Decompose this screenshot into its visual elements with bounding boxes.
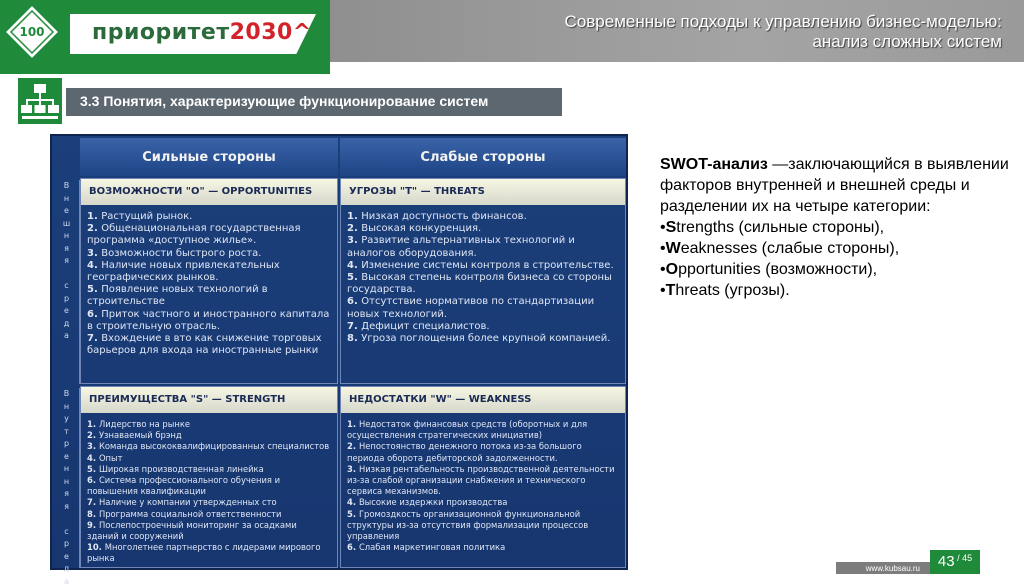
- page-number: [930, 550, 980, 574]
- threats-list: [347, 211, 619, 345]
- side-letter: р: [54, 293, 79, 306]
- threats-cell: [340, 178, 626, 384]
- side-letter: я: [54, 243, 79, 256]
- strengths-cell: [80, 386, 338, 568]
- item-number: 7.: [87, 333, 101, 344]
- item-text: Узнаваемый брэнд: [99, 430, 182, 440]
- item-number: 1.: [347, 211, 361, 222]
- item-text: Широкая производственная линейка: [99, 464, 264, 474]
- side-letter: ш: [54, 218, 79, 231]
- side-letter: р: [54, 538, 79, 551]
- side-letter: а: [54, 330, 79, 343]
- list-item: [87, 441, 331, 452]
- item-number: 3.: [347, 464, 359, 474]
- item-text: Опыт: [99, 453, 123, 463]
- category-text: eaknesses (слабые стороны),: [681, 240, 899, 257]
- list-item: [87, 260, 331, 284]
- list-item: [87, 475, 331, 497]
- list-item: [347, 542, 619, 553]
- item-number: 5.: [87, 464, 99, 474]
- opportunities-list: [87, 211, 331, 357]
- weaknesses-cell: [340, 386, 626, 568]
- category-text: pportunities (возможности),: [678, 261, 877, 278]
- side-letter: н: [54, 401, 79, 414]
- list-item: [347, 333, 619, 345]
- threats-title: УГРОЗЫ "Т" — THREATS: [341, 179, 625, 205]
- item-text: Непостоянство денежного потока из-за большого периода оборота дебиторской задолженности.: [347, 441, 582, 462]
- item-number: 2.: [87, 223, 101, 234]
- weaknesses-title: НЕДОСТАТКИ "W" — WEAKNESS: [341, 387, 625, 413]
- bullet: •: [660, 219, 666, 236]
- side-letter: я: [54, 255, 79, 268]
- item-text: Возможности быстрого роста.: [101, 248, 261, 259]
- category-item: [660, 238, 1010, 259]
- col-header-strengths: Сильные стороны: [80, 138, 338, 176]
- category-text: hreats (угрозы).: [675, 282, 789, 299]
- item-number: 6.: [347, 296, 361, 307]
- item-number: 4.: [347, 260, 361, 271]
- list-item: [87, 284, 331, 308]
- badge-text: 100: [19, 25, 44, 39]
- category-item: [660, 217, 1010, 238]
- opportunities-cell: [80, 178, 338, 384]
- item-text: Отсутствие нормативов по стандартизации новых технологий.: [347, 296, 594, 319]
- side-letter: н: [54, 193, 79, 206]
- list-item: [87, 509, 331, 520]
- list-item: [87, 211, 331, 223]
- item-number: 6.: [347, 542, 359, 552]
- item-text: Угроза поглощения более крупной компанией.: [361, 333, 610, 344]
- side-letter: е: [54, 305, 79, 318]
- list-item: [347, 497, 619, 508]
- category-item: [660, 280, 1010, 301]
- item-text: Наличие новых привлекательных географических рынков.: [87, 260, 280, 283]
- item-number: 8.: [347, 333, 361, 344]
- side-letter: р: [54, 438, 79, 451]
- item-number: 2.: [347, 223, 361, 234]
- category-letter: O: [666, 261, 678, 278]
- item-text: Общенациональная государственная программа «доступное жилье».: [87, 223, 301, 246]
- side-letter: д: [54, 563, 79, 576]
- item-number: 2.: [87, 430, 99, 440]
- list-item: [347, 260, 619, 272]
- item-number: 6.: [87, 309, 101, 320]
- side-letter: н: [54, 463, 79, 476]
- list-item: [87, 464, 331, 475]
- item-text: Высокие издержки производства: [359, 497, 507, 507]
- item-number: 10.: [87, 542, 105, 552]
- side-letter: е: [54, 451, 79, 464]
- list-item: [87, 497, 331, 508]
- description-paragraph: [660, 154, 1010, 217]
- title-line-2: анализ сложных систем: [442, 32, 1002, 52]
- item-text: Многолетнее партнерство с лидерами мирового рынка: [87, 542, 321, 563]
- side-letter: я: [54, 488, 79, 501]
- category-letter: T: [666, 282, 676, 299]
- list-item: [87, 248, 331, 260]
- weaknesses-list: [347, 419, 619, 553]
- side-letter: н: [54, 476, 79, 489]
- logo-prefix: приоритет: [92, 20, 230, 45]
- item-text: Недостаток финансовых средств (оборотных и для осуществления стратегических инициатив): [347, 419, 587, 440]
- item-text: Высокая конкуренция.: [361, 223, 481, 234]
- item-text: Программа социальной ответственности: [99, 509, 282, 519]
- priority-2030-logo: [92, 20, 312, 45]
- category-letter: W: [666, 240, 681, 257]
- strengths-title: ПРЕИМУЩЕСТВА "S" — STRENGTH: [81, 387, 337, 413]
- item-text: Растущий рынок.: [101, 211, 192, 222]
- anniversary-badge-icon: [2, 2, 62, 62]
- swot-categories-list: [660, 217, 1010, 301]
- item-number: 8.: [87, 509, 99, 519]
- item-number: 5.: [87, 284, 101, 295]
- page-separator: /: [955, 553, 963, 563]
- item-text: Наличие у компании утвержденных сто: [99, 497, 277, 507]
- description-lead: SWOT-анализ: [660, 156, 768, 173]
- opportunities-title: ВОЗМОЖНОСТИ "О" — OPPORTUNITIES: [81, 179, 337, 205]
- list-item: [87, 419, 331, 430]
- side-letter: а: [54, 576, 79, 588]
- item-number: 9.: [87, 520, 99, 530]
- hierarchy-icon: [18, 78, 62, 124]
- item-number: 1.: [87, 211, 101, 222]
- list-item: [87, 520, 331, 542]
- category-item: [660, 259, 1010, 280]
- item-text: Приток частного и иностранного капитала в строительную отрасль.: [87, 309, 329, 332]
- list-item: [87, 333, 331, 357]
- list-item: [347, 272, 619, 296]
- bullet: •: [660, 261, 666, 278]
- category-letter: S: [666, 219, 677, 236]
- swot-description: [660, 154, 1010, 301]
- item-number: 5.: [347, 272, 361, 283]
- list-item: [347, 235, 619, 259]
- list-item: [87, 223, 331, 247]
- side-letter: [54, 268, 79, 281]
- item-text: Развитие альтернативных технологий и аналогов оборудования.: [347, 235, 575, 258]
- title-line-1: Современные подходы к управлению бизнес-моделью:: [442, 12, 1002, 32]
- bullet: •: [660, 240, 666, 257]
- list-item: [347, 419, 619, 441]
- side-letter: д: [54, 318, 79, 331]
- item-text: Изменение системы контроля в строительстве.: [361, 260, 613, 271]
- presentation-title: [442, 12, 1002, 52]
- side-letter: у: [54, 413, 79, 426]
- item-text: Команда высококвалифицированных специалистов: [99, 441, 329, 451]
- side-letter: е: [54, 551, 79, 564]
- footer-url[interactable]: www.kubsau.ru: [866, 564, 920, 573]
- side-letter: я: [54, 501, 79, 514]
- list-item: [87, 542, 331, 564]
- page-total: 45: [962, 553, 972, 563]
- swot-table: [50, 134, 628, 570]
- strengths-list: [87, 419, 331, 565]
- item-number: 2.: [347, 441, 359, 451]
- item-number: 7.: [347, 321, 361, 332]
- item-text: Слабая маркетинговая политика: [359, 542, 505, 552]
- list-item: [347, 509, 619, 543]
- item-number: 3.: [87, 441, 99, 451]
- side-letter: т: [54, 426, 79, 439]
- list-item: [347, 464, 619, 498]
- side-letter: В: [54, 388, 79, 401]
- item-text: Низкая рентабельность производственной деятельности из-за слабой организации снабжения и технического сервиса механизмов.: [347, 464, 615, 496]
- list-item: [87, 309, 331, 333]
- item-text: Дефицит специалистов.: [361, 321, 489, 332]
- category-text: trengths (сильные стороны),: [676, 219, 884, 236]
- side-letter: [54, 513, 79, 526]
- side-letter: е: [54, 205, 79, 218]
- side-letter: В: [54, 180, 79, 193]
- item-text: Низкая доступность финансов.: [361, 211, 527, 222]
- item-text: Высокая степень контроля бизнеса со стороны государства.: [347, 272, 612, 295]
- item-number: 4.: [87, 260, 101, 271]
- item-number: 6.: [87, 475, 99, 485]
- list-item: [87, 430, 331, 441]
- logo-number: 2030^: [230, 20, 312, 45]
- side-label-internal: [54, 388, 80, 568]
- item-number: 1.: [87, 419, 99, 429]
- item-text: Вхождение в вто как снижение торговых барьеров для входа на иностранные рынки: [87, 333, 322, 356]
- side-letter: н: [54, 230, 79, 243]
- item-number: 4.: [87, 453, 99, 463]
- item-text: Система профессионального обучения и повышения квалификации: [87, 475, 280, 496]
- page-current: 43: [938, 553, 955, 570]
- list-item: [347, 223, 619, 235]
- item-number: 5.: [347, 509, 359, 519]
- col-header-weaknesses: Слабые стороны: [340, 138, 626, 176]
- list-item: [87, 453, 331, 464]
- side-letter: с: [54, 280, 79, 293]
- item-number: 4.: [347, 497, 359, 507]
- section-title: 3.3 Понятия, характеризующие функционирование систем: [80, 93, 488, 109]
- item-number: 7.: [87, 497, 99, 507]
- item-text: Появление новых технологий в строительстве: [87, 284, 268, 307]
- side-letter: с: [54, 526, 79, 539]
- item-number: 3.: [87, 248, 101, 259]
- item-text: Громоздкость организационной функциональной структуры из-за отсутствия формализации процессов управления: [347, 509, 588, 541]
- bullet: •: [660, 282, 666, 299]
- description-text: —заключающийся в выявлении факторов внутренней и внешней среды и разделении их на четыре категории:: [660, 156, 1009, 215]
- list-item: [347, 441, 619, 463]
- item-text: Лидерство на рынке: [99, 419, 190, 429]
- list-item: [347, 321, 619, 333]
- item-text: Послепостроечный мониторинг за осадками зданий и сооружений: [87, 520, 297, 541]
- item-number: 1.: [347, 419, 359, 429]
- list-item: [347, 211, 619, 223]
- list-item: [347, 296, 619, 320]
- side-label-external: [54, 180, 80, 384]
- item-number: 3.: [347, 235, 361, 246]
